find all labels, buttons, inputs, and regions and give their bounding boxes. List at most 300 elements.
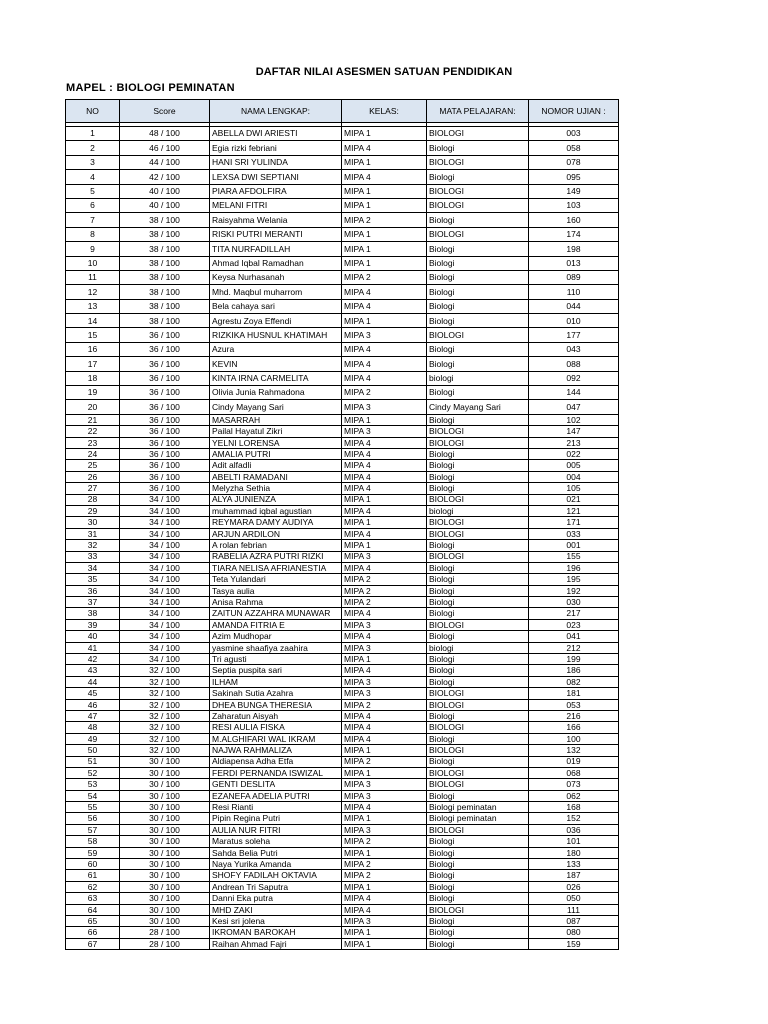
cell-no: 14 (66, 314, 120, 328)
cell-nama: Adit alfadli (210, 460, 342, 471)
cell-nomor-ujian: 111 (529, 904, 619, 915)
cell-mapel: BIOLOGI (427, 127, 529, 141)
cell-nama: ABELLA DWI ARIESTI (210, 127, 342, 141)
cell-no: 47 (66, 710, 120, 721)
cell-nama: Olivia Junia Rahmadona (210, 386, 342, 400)
cell-score: 36 / 100 (120, 483, 210, 494)
cell-kelas: MIPA 4 (342, 802, 427, 813)
cell-nomor-ujian: 192 (529, 585, 619, 596)
table-row (66, 654, 619, 665)
cell-kelas: MIPA 1 (342, 227, 427, 241)
cell-no: 59 (66, 847, 120, 858)
cell-kelas: MIPA 3 (342, 688, 427, 699)
table-row (66, 722, 619, 733)
cell-kelas: MIPA 2 (342, 213, 427, 227)
cell-no: 43 (66, 665, 120, 676)
cell-nomor-ujian: 041 (529, 631, 619, 642)
cell-no: 11 (66, 270, 120, 284)
table-row (66, 847, 619, 858)
table-row (66, 471, 619, 482)
cell-score: 38 / 100 (120, 285, 210, 299)
cell-mapel: Biologi (427, 710, 529, 721)
cell-no: 8 (66, 227, 120, 241)
cell-nama: Anisa Rahma (210, 597, 342, 608)
cell-mapel: Biologi (427, 540, 529, 551)
cell-nomor-ujian: 003 (529, 127, 619, 141)
cell-kelas: MIPA 4 (342, 448, 427, 459)
cell-score: 36 / 100 (120, 414, 210, 425)
cell-nama: Danni Eka putra (210, 893, 342, 904)
cell-mapel: BIOLOGI (427, 551, 529, 562)
cell-mapel: biologi (427, 505, 529, 516)
cell-score: 32 / 100 (120, 676, 210, 687)
cell-mapel: Biologi (427, 938, 529, 949)
cell-no: 13 (66, 299, 120, 313)
cell-nama: Sahda Belia Putri (210, 847, 342, 858)
cell-mapel: Biologi (427, 213, 529, 227)
table-row (66, 448, 619, 459)
cell-nama: EZANEFA ADELIA PUTRI (210, 790, 342, 801)
cell-score: 36 / 100 (120, 400, 210, 414)
cell-nomor-ujian: 132 (529, 745, 619, 756)
table-row (66, 881, 619, 892)
cell-mapel: Biologi (427, 386, 529, 400)
header-no: NO (66, 100, 120, 123)
cell-nomor-ujian: 213 (529, 437, 619, 448)
cell-mapel: Biologi (427, 483, 529, 494)
cell-nomor-ujian: 001 (529, 540, 619, 551)
cell-no: 12 (66, 285, 120, 299)
cell-kelas: MIPA 4 (342, 631, 427, 642)
table-row (66, 141, 619, 155)
table-row (66, 155, 619, 169)
cell-nomor-ujian: 013 (529, 256, 619, 270)
cell-kelas: MIPA 4 (342, 528, 427, 539)
cell-mapel: Biologi (427, 170, 529, 184)
table-row (66, 285, 619, 299)
cell-mapel: BIOLOGI (427, 824, 529, 835)
header-mapel: MATA PELAJARAN: (427, 100, 529, 123)
cell-score: 30 / 100 (120, 904, 210, 915)
cell-no: 44 (66, 676, 120, 687)
cell-mapel: Biologi (427, 927, 529, 938)
table-row (66, 414, 619, 425)
cell-nomor-ujian: 152 (529, 813, 619, 824)
cell-kelas: MIPA 4 (342, 608, 427, 619)
cell-kelas: MIPA 1 (342, 767, 427, 778)
cell-nomor-ujian: 021 (529, 494, 619, 505)
cell-mapel: Cindy Mayang Sari (427, 400, 529, 414)
cell-score: 36 / 100 (120, 328, 210, 342)
cell-nomor-ujian: 195 (529, 574, 619, 585)
cell-score: 38 / 100 (120, 242, 210, 256)
table-row (66, 460, 619, 471)
cell-score: 34 / 100 (120, 642, 210, 653)
cell-no: 65 (66, 916, 120, 927)
cell-no: 28 (66, 494, 120, 505)
table-row (66, 733, 619, 744)
table-row (66, 779, 619, 790)
cell-mapel: Biologi (427, 676, 529, 687)
cell-kelas: MIPA 4 (342, 471, 427, 482)
cell-mapel: BIOLOGI (427, 328, 529, 342)
cell-kelas: MIPA 4 (342, 562, 427, 573)
cell-score: 30 / 100 (120, 847, 210, 858)
cell-nomor-ujian: 044 (529, 299, 619, 313)
table-row (66, 184, 619, 198)
cell-score: 36 / 100 (120, 342, 210, 356)
cell-nama: ZAITUN AZZAHRA MUNAWAR (210, 608, 342, 619)
cell-score: 36 / 100 (120, 437, 210, 448)
table-row (66, 505, 619, 516)
cell-score: 32 / 100 (120, 688, 210, 699)
cell-no: 38 (66, 608, 120, 619)
table-row (66, 517, 619, 528)
cell-no: 63 (66, 893, 120, 904)
table-row (66, 710, 619, 721)
cell-kelas: MIPA 2 (342, 574, 427, 585)
table-row (66, 299, 619, 313)
cell-kelas: MIPA 1 (342, 198, 427, 212)
cell-mapel: BIOLOGI (427, 198, 529, 212)
cell-mapel: Biologi (427, 756, 529, 767)
cell-nomor-ujian: 078 (529, 155, 619, 169)
cell-nama: RISKI PUTRI MERANTI (210, 227, 342, 241)
cell-kelas: MIPA 4 (342, 710, 427, 721)
cell-kelas: MIPA 3 (342, 426, 427, 437)
cell-score: 30 / 100 (120, 767, 210, 778)
cell-score: 34 / 100 (120, 540, 210, 551)
cell-nomor-ujian: 217 (529, 608, 619, 619)
cell-nama: TIARA NELISA AFRIANESTIA (210, 562, 342, 573)
cell-no: 55 (66, 802, 120, 813)
cell-score: 34 / 100 (120, 505, 210, 516)
cell-kelas: MIPA 2 (342, 597, 427, 608)
cell-nama: Kesi sri jolena (210, 916, 342, 927)
cell-kelas: MIPA 4 (342, 904, 427, 915)
table-row (66, 426, 619, 437)
cell-score: 30 / 100 (120, 881, 210, 892)
cell-no: 36 (66, 585, 120, 596)
cell-score: 42 / 100 (120, 170, 210, 184)
cell-nama: muhammad iqbal agustian (210, 505, 342, 516)
header-kelas: KELAS: (342, 100, 427, 123)
cell-nomor-ujian: 068 (529, 767, 619, 778)
table-row (66, 756, 619, 767)
cell-kelas: MIPA 3 (342, 790, 427, 801)
cell-nama: MASARRAH (210, 414, 342, 425)
cell-score: 36 / 100 (120, 371, 210, 385)
cell-score: 30 / 100 (120, 790, 210, 801)
cell-mapel: Biologi (427, 299, 529, 313)
cell-kelas: MIPA 1 (342, 847, 427, 858)
cell-no: 27 (66, 483, 120, 494)
cell-kelas: MIPA 4 (342, 437, 427, 448)
cell-mapel: Biologi (427, 314, 529, 328)
cell-nama: Keysa Nurhasanah (210, 270, 342, 284)
table-row (66, 256, 619, 270)
table-row (66, 745, 619, 756)
cell-score: 28 / 100 (120, 938, 210, 949)
cell-nama: Bela cahaya sari (210, 299, 342, 313)
cell-score: 34 / 100 (120, 654, 210, 665)
table-row (66, 562, 619, 573)
cell-nomor-ujian: 159 (529, 938, 619, 949)
cell-nomor-ujian: 050 (529, 893, 619, 904)
table-row (66, 551, 619, 562)
cell-nomor-ujian: 212 (529, 642, 619, 653)
cell-nama: TITA NURFADILLAH (210, 242, 342, 256)
table-row (66, 859, 619, 870)
cell-kelas: MIPA 4 (342, 299, 427, 313)
cell-mapel: Biologi (427, 574, 529, 585)
cell-mapel: Biologi (427, 357, 529, 371)
cell-no: 58 (66, 836, 120, 847)
cell-nomor-ujian: 186 (529, 665, 619, 676)
cell-nama: ILHAM (210, 676, 342, 687)
cell-no: 52 (66, 767, 120, 778)
cell-nomor-ujian: 100 (529, 733, 619, 744)
cell-mapel: Biologi (427, 790, 529, 801)
cell-no: 10 (66, 256, 120, 270)
cell-mapel: Biologi (427, 414, 529, 425)
table-row (66, 328, 619, 342)
cell-no: 15 (66, 328, 120, 342)
table-row (66, 790, 619, 801)
cell-mapel: BIOLOGI (427, 619, 529, 630)
cell-kelas: MIPA 1 (342, 256, 427, 270)
cell-nama: ARJUN ARDILON (210, 528, 342, 539)
cell-kelas: MIPA 4 (342, 505, 427, 516)
cell-kelas: MIPA 3 (342, 400, 427, 414)
cell-nomor-ujian: 155 (529, 551, 619, 562)
cell-mapel: Biologi (427, 471, 529, 482)
cell-no: 19 (66, 386, 120, 400)
cell-no: 4 (66, 170, 120, 184)
cell-nama: Zaharatun Aisyah (210, 710, 342, 721)
cell-nomor-ujian: 080 (529, 927, 619, 938)
cell-kelas: MIPA 4 (342, 733, 427, 744)
cell-nama: FERDI PERNANDA ISWIZAL (210, 767, 342, 778)
table-row (66, 767, 619, 778)
cell-score: 44 / 100 (120, 155, 210, 169)
cell-nama: KEVIN (210, 357, 342, 371)
cell-score: 34 / 100 (120, 574, 210, 585)
cell-nama: KINTA IRNA CARMELITA (210, 371, 342, 385)
cell-no: 41 (66, 642, 120, 653)
cell-nomor-ujian: 187 (529, 870, 619, 881)
cell-kelas: MIPA 2 (342, 386, 427, 400)
cell-score: 34 / 100 (120, 551, 210, 562)
cell-mapel: Biologi (427, 870, 529, 881)
cell-score: 38 / 100 (120, 299, 210, 313)
table-row (66, 836, 619, 847)
table-row (66, 540, 619, 551)
cell-score: 30 / 100 (120, 859, 210, 870)
cell-no: 62 (66, 881, 120, 892)
cell-score: 32 / 100 (120, 710, 210, 721)
cell-score: 38 / 100 (120, 256, 210, 270)
cell-no: 22 (66, 426, 120, 437)
cell-nomor-ujian: 103 (529, 198, 619, 212)
cell-mapel: biologi (427, 371, 529, 385)
cell-nomor-ujian: 062 (529, 790, 619, 801)
cell-score: 34 / 100 (120, 528, 210, 539)
cell-nomor-ujian: 166 (529, 722, 619, 733)
cell-no: 51 (66, 756, 120, 767)
table-row (66, 938, 619, 949)
cell-score: 38 / 100 (120, 314, 210, 328)
cell-nama: SHOFY FADILAH OKTAVIA (210, 870, 342, 881)
table-row (66, 916, 619, 927)
cell-nama: AMALIA PUTRI (210, 448, 342, 459)
cell-no: 64 (66, 904, 120, 915)
cell-mapel: Biologi (427, 342, 529, 356)
table-row (66, 170, 619, 184)
cell-score: 34 / 100 (120, 517, 210, 528)
cell-mapel: Biologi (427, 608, 529, 619)
cell-score: 30 / 100 (120, 802, 210, 813)
cell-no: 30 (66, 517, 120, 528)
cell-score: 34 / 100 (120, 562, 210, 573)
cell-mapel: Biologi (427, 916, 529, 927)
cell-mapel: Biologi (427, 859, 529, 870)
cell-kelas: MIPA 1 (342, 938, 427, 949)
cell-nama: M.ALGHIFARI WAL IKRAM (210, 733, 342, 744)
cell-kelas: MIPA 3 (342, 328, 427, 342)
cell-no: 40 (66, 631, 120, 642)
cell-nomor-ujian: 004 (529, 471, 619, 482)
table-row (66, 665, 619, 676)
header-nomor-ujian: NOMOR UJIAN : (529, 100, 619, 123)
cell-mapel: Biologi (427, 881, 529, 892)
cell-no: 49 (66, 733, 120, 744)
cell-score: 40 / 100 (120, 184, 210, 198)
cell-score: 38 / 100 (120, 270, 210, 284)
cell-nomor-ujian: 087 (529, 916, 619, 927)
cell-kelas: MIPA 4 (342, 371, 427, 385)
cell-no: 23 (66, 437, 120, 448)
cell-nomor-ujian: 168 (529, 802, 619, 813)
cell-kelas: MIPA 1 (342, 540, 427, 551)
cell-kelas: MIPA 4 (342, 483, 427, 494)
cell-no: 16 (66, 342, 120, 356)
cell-score: 34 / 100 (120, 619, 210, 630)
table-row (66, 127, 619, 141)
cell-nama: Teta Yulandari (210, 574, 342, 585)
table-row (66, 386, 619, 400)
cell-nomor-ujian: 058 (529, 141, 619, 155)
table-row (66, 824, 619, 835)
cell-score: 30 / 100 (120, 779, 210, 790)
cell-nomor-ujian: 092 (529, 371, 619, 385)
cell-kelas: MIPA 3 (342, 551, 427, 562)
cell-mapel: BIOLOGI (427, 528, 529, 539)
cell-nama: RESI AULIA FISKA (210, 722, 342, 733)
cell-nomor-ujian: 133 (529, 859, 619, 870)
cell-nomor-ujian: 033 (529, 528, 619, 539)
table-row (66, 904, 619, 915)
table-row (66, 631, 619, 642)
cell-nama: IKROMAN BAROKAH (210, 927, 342, 938)
cell-mapel: BIOLOGI (427, 426, 529, 437)
cell-no: 33 (66, 551, 120, 562)
cell-mapel: Biologi (427, 562, 529, 573)
cell-kelas: MIPA 2 (342, 270, 427, 284)
cell-no: 6 (66, 198, 120, 212)
cell-nomor-ujian: 198 (529, 242, 619, 256)
cell-nama: REYMARA DAMY AUDIYA (210, 517, 342, 528)
cell-score: 28 / 100 (120, 927, 210, 938)
cell-no: 67 (66, 938, 120, 949)
cell-no: 45 (66, 688, 120, 699)
table-row (66, 585, 619, 596)
cell-kelas: MIPA 4 (342, 460, 427, 471)
cell-score: 36 / 100 (120, 357, 210, 371)
cell-mapel: biologi (427, 642, 529, 653)
cell-kelas: MIPA 1 (342, 927, 427, 938)
cell-score: 32 / 100 (120, 665, 210, 676)
table-header-row (66, 100, 619, 123)
cell-mapel: BIOLOGI (427, 904, 529, 915)
cell-mapel: Biologi (427, 893, 529, 904)
cell-score: 40 / 100 (120, 198, 210, 212)
cell-score: 32 / 100 (120, 722, 210, 733)
cell-score: 36 / 100 (120, 386, 210, 400)
cell-nomor-ujian: 171 (529, 517, 619, 528)
cell-score: 38 / 100 (120, 227, 210, 241)
cell-mapel: Biologi peminatan (427, 813, 529, 824)
cell-kelas: MIPA 4 (342, 285, 427, 299)
cell-no: 17 (66, 357, 120, 371)
cell-no: 50 (66, 745, 120, 756)
cell-nomor-ujian: 121 (529, 505, 619, 516)
cell-nomor-ujian: 216 (529, 710, 619, 721)
cell-nama: Andrean Tri Saputra (210, 881, 342, 892)
cell-no: 5 (66, 184, 120, 198)
cell-nama: Tasya aulia (210, 585, 342, 596)
table-row (66, 483, 619, 494)
cell-kelas: MIPA 4 (342, 342, 427, 356)
cell-score: 34 / 100 (120, 608, 210, 619)
table-row (66, 813, 619, 824)
cell-mapel: Biologi (427, 460, 529, 471)
cell-nomor-ujian: 144 (529, 386, 619, 400)
cell-kelas: MIPA 1 (342, 813, 427, 824)
cell-nama: AMANDA FITRIA E (210, 619, 342, 630)
cell-no: 39 (66, 619, 120, 630)
cell-mapel: BIOLOGI (427, 517, 529, 528)
cell-kelas: MIPA 1 (342, 184, 427, 198)
cell-nomor-ujian: 105 (529, 483, 619, 494)
cell-nama: PIARA AFDOLFIRA (210, 184, 342, 198)
cell-no: 9 (66, 242, 120, 256)
table-row (66, 400, 619, 414)
cell-nama: NAJWA RAHMALIZA (210, 745, 342, 756)
cell-kelas: MIPA 3 (342, 619, 427, 630)
cell-kelas: MIPA 1 (342, 242, 427, 256)
cell-nama: YELNI LORENSA (210, 437, 342, 448)
table-row (66, 619, 619, 630)
cell-nomor-ujian: 147 (529, 426, 619, 437)
cell-no: 57 (66, 824, 120, 835)
cell-nama: Azura (210, 342, 342, 356)
cell-nomor-ujian: 177 (529, 328, 619, 342)
cell-kelas: MIPA 4 (342, 170, 427, 184)
cell-nomor-ujian: 019 (529, 756, 619, 767)
cell-kelas: MIPA 2 (342, 870, 427, 881)
cell-nama: LEXSA DWI SEPTIANI (210, 170, 342, 184)
